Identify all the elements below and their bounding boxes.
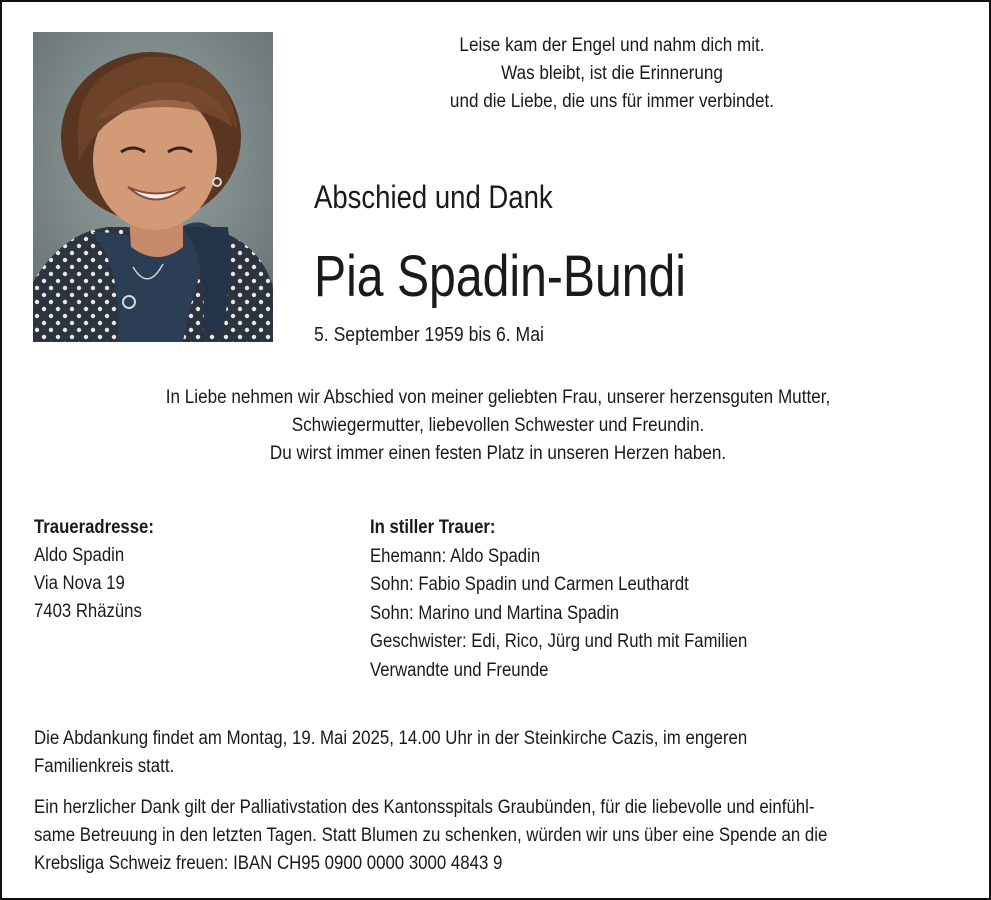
- intro-text: [42, 384, 954, 468]
- intro-line-1: In Liebe nehmen wir Abschied von meiner geliebten Frau, unserer herzensguten Mutter,: [165, 387, 831, 408]
- thanks-line-2: same Betreuung in den letzten Tagen. Statt Blumen zu schenken, würden wir uns über eine Spende an die: [34, 825, 828, 846]
- poem-line-2: Was bleibt, ist die Erinnerung: [501, 63, 723, 84]
- portrait-photo: [33, 32, 273, 342]
- mourner-line: Geschwister: Edi, Rico, Jürg und Ruth mit Familien: [370, 631, 748, 652]
- mourners-title: In stiller Trauer:: [370, 517, 496, 538]
- thanks-line-3: Krebsliga Schweiz freuen: IBAN CH95 0900 0000 3000 4843 9: [34, 853, 503, 874]
- mourners-list: [370, 514, 799, 685]
- farewell-heading: Abschied und Dank: [314, 179, 553, 215]
- poem-line-1: Leise kam der Engel und nahm dich mit.: [459, 35, 765, 56]
- intro-line-3: Du wirst immer einen festen Platz in unseren Herzen haben.: [269, 443, 727, 464]
- address-line: Aldo Spadin: [34, 545, 125, 566]
- address-title: Traueradresse:: [34, 517, 154, 538]
- mourner-line: Ehemann: Aldo Spadin: [370, 545, 541, 567]
- poem: [302, 32, 922, 116]
- address-line: 7403 Rhäzüns: [34, 601, 142, 622]
- life-dates: 5. September 1959 bis 6. Mai: [314, 324, 544, 346]
- mourner-line: Sohn: Fabio Spadin und Carmen Leuthardt: [370, 574, 689, 595]
- address-line: Via Nova 19: [34, 573, 125, 594]
- ceremony-line-1: Die Abdankung findet am Montag, 19. Mai 2025, 14.00 Uhr in der Steinkirche Cazis, im engeren: [34, 728, 748, 749]
- intro-line-2: Schwiegermutter, liebevollen Schwester und Freundin.: [291, 415, 705, 436]
- thanks-paragraph: [34, 794, 964, 878]
- poem-line-3: und die Liebe, die uns für immer verbindet.: [449, 91, 775, 112]
- mourner-line: Sohn: Marino und Martina Spadin: [370, 602, 620, 624]
- thanks-line-1: Ein herzlicher Dank gilt der Palliativstation des Kantonsspitals Graubünden, für die liebevolle und einfühl-: [34, 797, 815, 818]
- ceremony-paragraph: [34, 725, 964, 781]
- mourning-address: [34, 514, 170, 626]
- ceremony-line-2: Familienkreis statt.: [34, 756, 175, 777]
- deceased-name: Pia Spadin-Bundi: [314, 244, 687, 309]
- mourner-line: Verwandte und Freunde: [370, 659, 549, 681]
